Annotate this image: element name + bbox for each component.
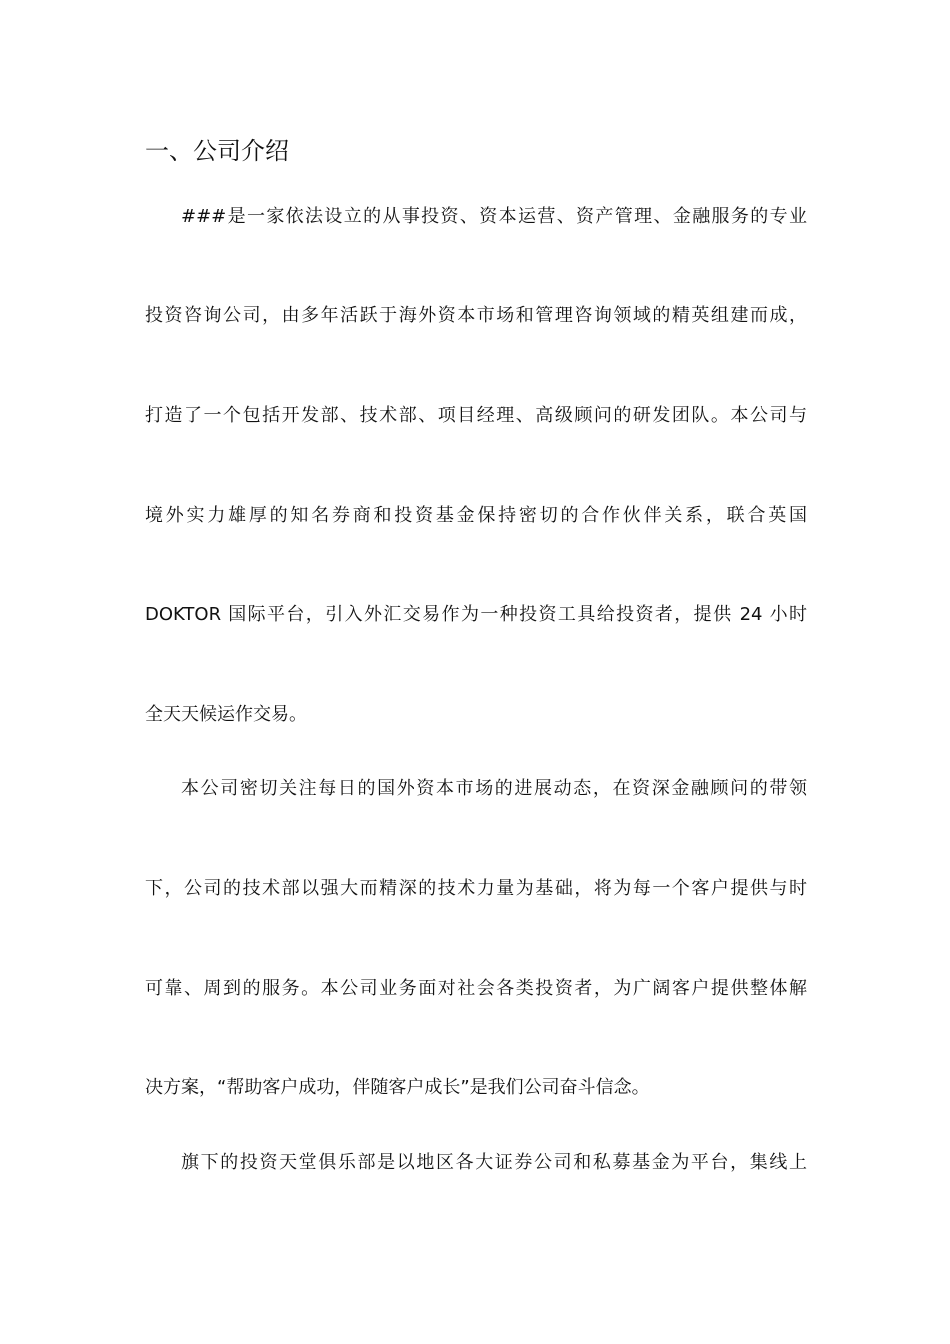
paragraph-line: 旗下的投资天堂俱乐部是以地区各大证券公司和私募基金为平台，集线上 [181, 1152, 807, 1173]
paragraph-line: 全天天候运作交易。 [145, 704, 307, 725]
paragraph-line: 打造了一个包括开发部、技术部、项目经理、高级顾问的研发团队。本公司与 [145, 405, 807, 426]
paragraph-line: 决方案，“帮助客户成功，伴随客户成长”是我们公司奋斗信念。 [145, 1077, 650, 1098]
paragraph-line: DOKTOR 国际平台，引入外汇交易作为一种投资工具给投资者，提供 24 小时 [145, 604, 807, 625]
paragraph-line: 投资咨询公司，由多年活跃于海外资本市场和管理咨询领域的精英组建而成， [145, 305, 807, 326]
paragraph-line: 下，公司的技术部以强大而精深的技术力量为基础，将为每一个客户提供与时 [145, 878, 807, 899]
paragraph-line: 境外实力雄厚的知名券商和投资基金保持密切的合作伙伴关系，联合英国 [145, 505, 807, 526]
paragraph-line: ###是一家依法设立的从事投资、资本运营、资产管理、金融服务的专业 [181, 206, 807, 227]
section-heading: 一、公司介绍 [145, 137, 289, 165]
paragraph-line: 本公司密切关注每日的国外资本市场的进展动态，在资深金融顾问的带领 [181, 778, 807, 799]
paragraph-line: 可靠、周到的服务。本公司业务面对社会各类投资者，为广阔客户提供整体解 [145, 978, 807, 999]
